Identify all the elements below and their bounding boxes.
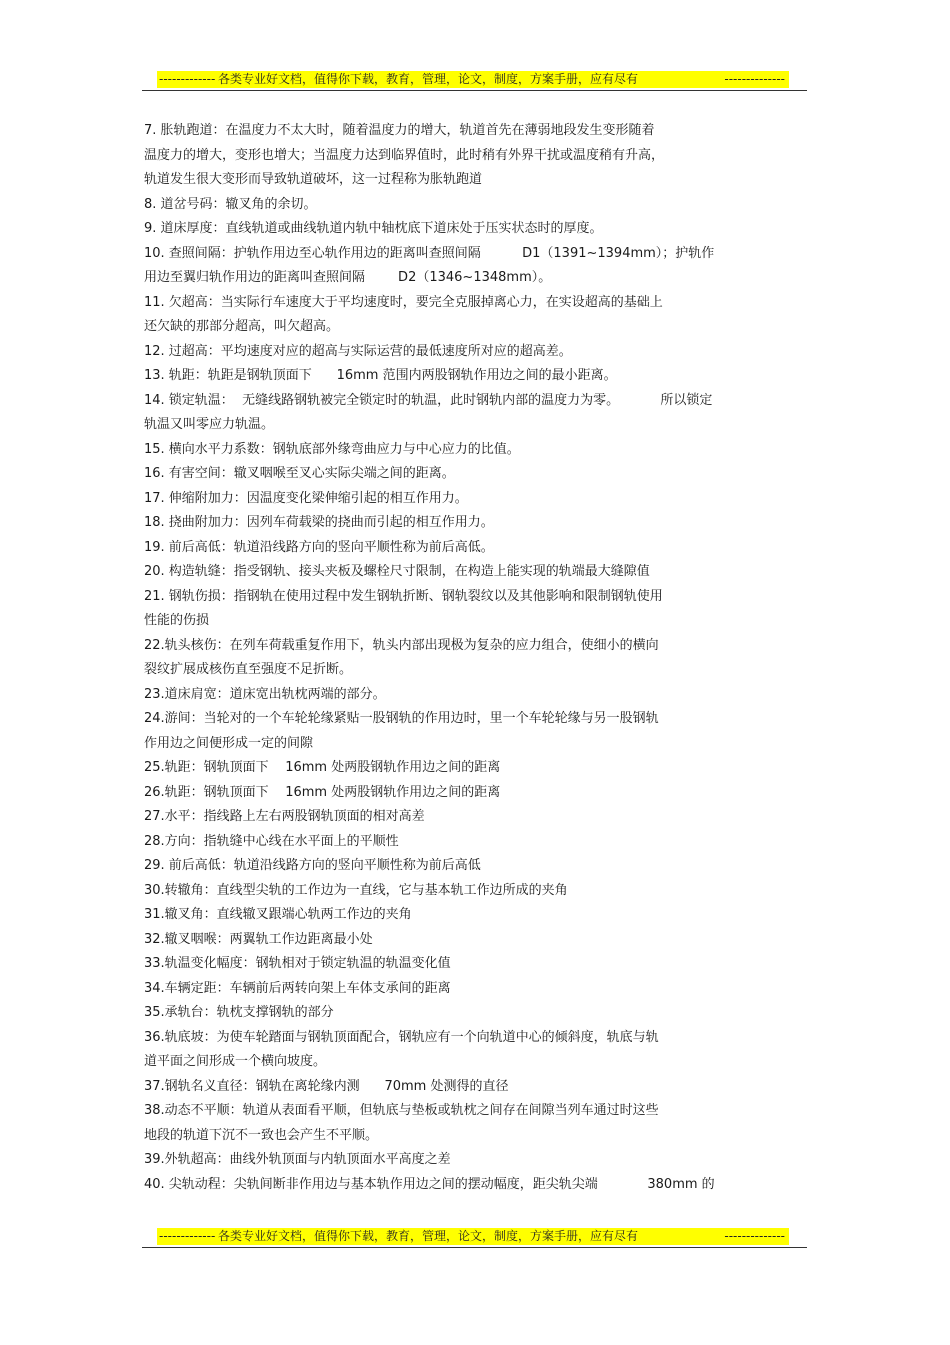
entry-line: 地段的轨道下沉不一致也会产生不平顺。 — [144, 1127, 379, 1143]
header-banner — [157, 71, 789, 88]
entry-line: 10. 查照间隔：护轨作用边至心轨作用边的距离叫查照间隔 D1（1391~1394mm）；护轨作 — [144, 245, 715, 261]
entry-line: 28.方向：指轨缝中心线在水平面上的平顺性 — [144, 833, 399, 849]
entry-line: 23.道床肩宽：道床宽出轨枕两端的部分。 — [144, 686, 386, 702]
entry-line: 裂纹扩展成核伤直至强度不足折断。 — [144, 662, 353, 677]
term-entry — [144, 462, 809, 487]
entry-line: 13. 轨距：轨距是钢轨顶面下 16mm 范围内两股钢轨作用边之间的最小距离。 — [144, 368, 617, 383]
entry-line: 11. 欠超高：当实际行车速度大于平均速度时，要完全克服掉离心力，在实设超高的基础上 — [144, 294, 663, 310]
term-entry — [144, 217, 809, 242]
entry-line: 19. 前后高低：轨道沿线路方向的竖向平顺性称为前后高低。 — [144, 539, 494, 555]
entry-line: 9. 道床厚度：直线轨道或曲线轨道内轨中轴枕底下道床处于压实状态时的厚度。 — [144, 221, 603, 236]
entry-line: 26.轨距：钢轨顶面下 16mm 处两股钢轨作用边之间的距离 — [144, 784, 501, 800]
entry-line: 温度力的增大，变形也增大；当温度力达到临界值时，此时稍有外界干扰或温度稍有升高， — [144, 147, 665, 163]
footer-banner — [157, 1228, 789, 1245]
footer-banner-dashes-right: -------------- — [724, 1229, 785, 1243]
entry-line: 16. 有害空间：辙叉咽喉至叉心实际尖端之间的距离。 — [144, 466, 455, 481]
term-entry — [144, 977, 809, 1002]
entry-line: 20. 构造轨缝：指受钢轨、接头夹板及螺栓尺寸限制，在构造上能实现的轨端最大缝隙值 — [144, 564, 650, 579]
term-entry — [144, 707, 809, 756]
entry-line: 27.水平：指线路上左右两股钢轨顶面的相对高差 — [144, 809, 425, 824]
entry-line: 8. 道岔号码：辙叉角的余切。 — [144, 196, 317, 212]
term-entry — [144, 119, 809, 193]
term-entry — [144, 781, 809, 806]
entry-line: 22.轨头核伤：在列车荷载重复作用下，轨头内部出现极为复杂的应力组合，使细小的横向 — [144, 637, 659, 653]
entry-line: 轨道发生很大变形而导致轨道破坏，这一过程称为胀轨跑道 — [144, 172, 483, 187]
entry-line: 33.轨温变化幅度：钢轨相对于锁定轨温的轨温变化值 — [144, 956, 451, 971]
entry-line: 37.钢轨名义直径：钢轨在离轮缘内测 70mm 处测得的直径 — [144, 1078, 509, 1094]
entry-line: 道平面之间形成一个横向坡度。 — [144, 1054, 327, 1069]
term-entry — [144, 634, 809, 683]
term-entry — [144, 952, 809, 977]
term-entry — [144, 1026, 809, 1075]
entry-line: 38.动态不平顺：轨道从表面看平顺，但轨底与垫板或轨枕之间存在间隙当列车通过时这些 — [144, 1103, 659, 1118]
entry-line: 12. 过超高：平均速度对应的超高与实际运营的最低速度所对应的超高差。 — [144, 343, 572, 359]
entry-line: 31.辙叉角：直线辙叉跟端心轨两工作边的夹角 — [144, 907, 412, 922]
term-entry — [144, 1148, 809, 1173]
entry-line: 35.承轨台：轨枕支撑钢轨的部分 — [144, 1005, 334, 1020]
term-entry — [144, 536, 809, 561]
header-rule — [142, 90, 807, 91]
term-entry — [144, 193, 809, 218]
term-entry — [144, 805, 809, 830]
term-entry — [144, 1173, 809, 1198]
entry-line: 29. 前后高低：轨道沿线路方向的竖向平顺性称为前后高低 — [144, 858, 481, 873]
entry-line: 7. 胀轨跑道：在温度力不太大时，随着温度力的增大，轨道首先在薄弱地段发生变形随着 — [144, 123, 655, 138]
term-entry — [144, 683, 809, 708]
document-body — [144, 119, 809, 1197]
term-entry — [144, 389, 809, 438]
term-entry — [144, 438, 809, 463]
term-entry — [144, 1099, 809, 1148]
term-entry — [144, 364, 809, 389]
term-entry — [144, 879, 809, 904]
entry-line: 用边至翼归轨作用边的距离叫查照间隔 D2（1346~1348mm）。 — [144, 270, 552, 285]
entry-line: 性能的伤损 — [144, 613, 210, 628]
term-entry — [144, 340, 809, 365]
term-entry — [144, 756, 809, 781]
term-entry — [144, 928, 809, 953]
entry-line: 21. 钢轨伤损：指钢轨在使用过程中发生钢轨折断、钢轨裂纹以及其他影响和限制钢轨使用 — [144, 588, 663, 604]
term-entry — [144, 830, 809, 855]
footer-rule — [142, 1247, 807, 1248]
entry-line: 18. 挠曲附加力：因列车荷载梁的挠曲而引起的相互作用力。 — [144, 515, 494, 530]
entry-line: 39.外轨超高：曲线外轨顶面与内轨顶面水平高度之差 — [144, 1152, 451, 1167]
entry-line: 40. 尖轨动程：尖轨间断非作用边与基本轨作用边之间的摆动幅度，距尖轨尖端 380mm 的 — [144, 1176, 715, 1192]
entry-line: 14. 锁定轨温： 无缝线路钢轨被完全锁定时的轨温，此时钢轨内部的温度力为零。 所以锁定 — [144, 392, 713, 408]
entry-line: 15. 横向水平力系数：钢轨底部外缘弯曲应力与中心应力的比值。 — [144, 441, 520, 457]
entry-line: 轨温又叫零应力轨温。 — [144, 417, 275, 432]
term-entry — [144, 1001, 809, 1026]
term-entry — [144, 1075, 809, 1100]
term-entry — [144, 511, 809, 536]
term-entry — [144, 487, 809, 512]
entry-line: 36.轨底坡：为使车轮踏面与钢轨顶面配合，钢轨应有一个向轨道中心的倾斜度，轨底与轨 — [144, 1029, 659, 1045]
header-banner-text: 各类专业好文档，值得你下载，教育，管理，论文，制度，方案手册，应有尽有 — [218, 72, 639, 86]
entry-line: 25.轨距：钢轨顶面下 16mm 处两股钢轨作用边之间的距离 — [144, 760, 501, 775]
term-entry — [144, 242, 809, 291]
term-entry — [144, 903, 809, 928]
entry-line: 32.辙叉咽喉：两翼轨工作边距离最小处 — [144, 931, 373, 947]
entry-line: 还欠缺的那部分超高，叫欠超高。 — [144, 319, 340, 334]
footer-banner-text: 各类专业好文档，值得你下载，教育，管理，论文，制度，方案手册，应有尽有 — [218, 1229, 639, 1243]
term-entry — [144, 854, 809, 879]
entry-line: 34.车辆定距：车辆前后两转向架上车体支承间的距离 — [144, 980, 451, 996]
entry-line: 17. 伸缩附加力：因温度变化梁伸缩引起的相互作用力。 — [144, 490, 468, 506]
term-entry — [144, 560, 809, 585]
term-entry — [144, 585, 809, 634]
footer-banner-dashes-left: ------------- — [159, 1229, 216, 1243]
entry-line: 作用边之间便形成一定的间隙 — [144, 735, 314, 751]
term-entry — [144, 291, 809, 340]
entry-line: 30.转辙角：直线型尖轨的工作边为一直线，它与基本轨工作边所成的夹角 — [144, 882, 568, 898]
header-banner-dashes-right: -------------- — [724, 72, 785, 86]
entry-line: 24.游间：当轮对的一个车轮轮缘紧贴一股钢轨的作用边时，里一个车轮轮缘与另一股钢轨 — [144, 711, 659, 726]
header-banner-dashes-left: ------------- — [159, 72, 216, 86]
